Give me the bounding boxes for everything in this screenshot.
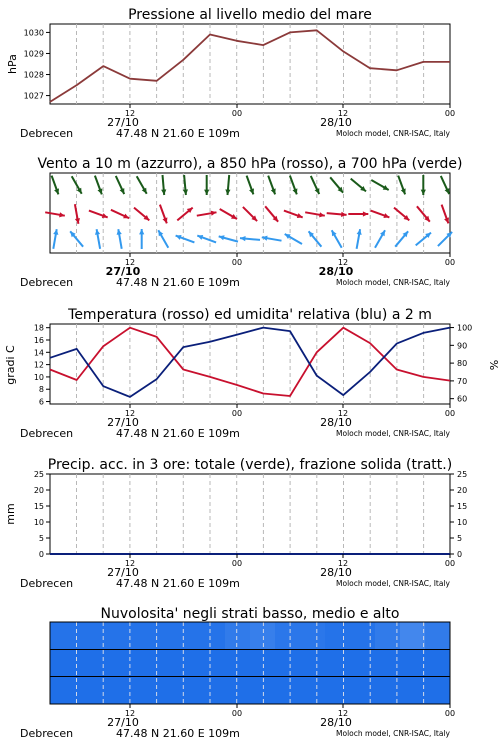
- y-tick-label: 1028: [23, 70, 44, 80]
- hour-tick-label: 12: [337, 258, 349, 267]
- y-tick-label: 20: [33, 486, 44, 495]
- cloud-cell: [50, 650, 76, 677]
- wind-850hpa-arrow: [442, 205, 449, 224]
- cloud-cell: [325, 622, 351, 650]
- wind-10m-arrow: [176, 235, 195, 242]
- hour-tick-label: 00: [444, 409, 456, 418]
- y-tick-label: 14: [33, 348, 44, 358]
- y-tick-label: 90: [457, 341, 468, 351]
- wind-10m-arrow: [262, 236, 282, 241]
- wind-10m-arrow: [158, 230, 168, 247]
- y-tick-label: 15: [33, 502, 44, 511]
- wind-850hpa-arrow: [160, 205, 168, 224]
- hour-tick-label: 12: [124, 559, 136, 568]
- cloud-cell: [425, 677, 451, 705]
- wind-850hpa-arrow: [348, 211, 368, 216]
- wind-700hpa-arrow: [290, 176, 298, 195]
- cloud-cell: [350, 650, 376, 677]
- y-tick-label: 8: [38, 385, 44, 395]
- wind-10m-arrow: [375, 230, 385, 247]
- y-tick-label: 0: [38, 550, 44, 559]
- cloud-cell: [150, 650, 176, 677]
- cloud-cell: [150, 677, 176, 705]
- cloud-cell: [250, 677, 276, 705]
- wind-700hpa-arrow: [161, 175, 166, 195]
- cloud-cell: [100, 677, 126, 705]
- wind-700hpa-arrow: [52, 176, 59, 195]
- wind-arrows: [45, 175, 452, 249]
- model-credit: Moloch model, CNR-ISAC, Italy: [336, 729, 450, 738]
- cloud-title: Nuvolosita' negli strati basso, medio e alto: [100, 606, 400, 622]
- wind-850hpa-arrow: [284, 211, 303, 218]
- temperature-yticks: [34, 324, 50, 407]
- wind-10m-arrow: [285, 234, 302, 244]
- wind-700hpa-arrow: [421, 175, 426, 195]
- temperature-time-axis: [20, 404, 455, 440]
- humidity-ylabel: %: [487, 359, 500, 371]
- precip-title: Precip. acc. in 3 ore: totale (verde), frazione solida (tratt.): [47, 457, 453, 473]
- wind-700hpa-arrow: [351, 179, 366, 192]
- hour-tick-label: 12: [124, 258, 136, 267]
- location-name: Debrecen: [20, 276, 74, 289]
- y-tick-label: 25: [457, 470, 468, 479]
- y-tick-label: 5: [38, 534, 44, 543]
- arrow-head: [102, 213, 108, 218]
- model-credit: Moloch model, CNR-ISAC, Italy: [336, 129, 450, 138]
- cloud-cell: [350, 622, 376, 650]
- location-name: Debrecen: [20, 127, 74, 140]
- y-tick-label: 18: [33, 323, 44, 333]
- hour-tick-label: 12: [337, 409, 349, 418]
- precip-ylabel: mm: [4, 503, 17, 525]
- y-tick-label: 1030: [23, 28, 44, 38]
- humidity-yticks: [450, 324, 472, 404]
- y-tick-label: 6: [38, 397, 44, 407]
- cloud-cell: [400, 622, 426, 650]
- wind-850hpa-arrow: [243, 207, 257, 221]
- precip-yticks-right: [450, 470, 467, 559]
- wind-700hpa-arrow: [398, 176, 406, 195]
- arrow-head: [161, 189, 166, 195]
- precip-time-axis: [20, 554, 455, 590]
- precip-plot-frame: [50, 474, 450, 554]
- wind-700hpa-arrow: [137, 176, 147, 193]
- y-tick-label: 0: [457, 550, 463, 559]
- cloud-cell: [425, 622, 451, 650]
- cloud-cell: [275, 677, 301, 705]
- wind-10m-arrow: [139, 229, 144, 249]
- y-tick-label: 1027: [23, 91, 44, 101]
- wind-10m-arrow: [309, 231, 322, 246]
- cloud-cell: [75, 650, 101, 677]
- pressure-yticks: [24, 28, 50, 100]
- wind-700hpa-arrow: [72, 176, 82, 193]
- location-coords: 47.48 N 21.60 E 109m: [116, 727, 240, 740]
- cloud-cell: [150, 622, 176, 650]
- y-tick-label: 70: [457, 376, 468, 386]
- hour-tick-label: 00: [444, 559, 456, 568]
- arrow-head: [421, 190, 426, 195]
- wind-700hpa-arrow: [204, 175, 209, 195]
- cloud-cell: [400, 650, 426, 677]
- wind-700hpa-arrow: [183, 175, 188, 195]
- date-label: 27/10: [107, 116, 139, 129]
- wind-10m-arrow: [357, 229, 362, 249]
- temperature-grid: [77, 324, 424, 404]
- cloud-cell: [250, 650, 276, 677]
- hour-tick-label: 00: [444, 709, 456, 718]
- date-label: 28/10: [320, 416, 352, 429]
- cloud-cell: [50, 622, 76, 650]
- pressure-panel: [6, 7, 455, 140]
- wind-10m-arrow: [240, 236, 260, 241]
- pressure-grid: [77, 24, 424, 104]
- location-coords: 47.48 N 21.60 E 109m: [116, 577, 240, 590]
- wind-700hpa-arrow: [225, 175, 230, 195]
- wind-10m-arrow: [219, 235, 238, 241]
- hour-tick-label: 12: [124, 109, 136, 118]
- wind-10m-arrow: [53, 229, 58, 249]
- cloud-cell: [250, 622, 276, 650]
- pressure-time-axis: [20, 104, 455, 140]
- temperature-panel: [4, 307, 500, 440]
- cloud-cell: [175, 650, 201, 677]
- cloud-cell: [225, 677, 251, 705]
- cloud-cell: [50, 677, 76, 705]
- cloud-cell: [125, 622, 151, 650]
- cloud-cell: [325, 677, 351, 705]
- y-tick-label: 20: [457, 486, 468, 495]
- hour-tick-label: 00: [231, 409, 243, 418]
- wind-850hpa-arrow: [220, 209, 237, 219]
- y-tick-label: 60: [457, 394, 468, 404]
- model-credit: Moloch model, CNR-ISAC, Italy: [336, 429, 450, 438]
- cloud-cell: [200, 622, 226, 650]
- date-label: 28/10: [318, 265, 354, 278]
- y-tick-label: 100: [457, 323, 473, 333]
- wind-10m-arrow: [197, 235, 216, 242]
- pressure-line: [50, 30, 450, 102]
- cloud-cell: [225, 650, 251, 677]
- precip-grid: [77, 474, 424, 554]
- precip-yticks-left: [34, 470, 50, 559]
- y-tick-label: 25: [33, 470, 44, 479]
- arrow-head: [363, 211, 368, 216]
- wind-850hpa-arrow: [134, 208, 149, 221]
- cloud-cell: [75, 622, 101, 650]
- y-tick-label: 5: [457, 534, 463, 543]
- y-tick-label: 10: [33, 518, 44, 527]
- wind-700hpa-arrow: [247, 176, 254, 195]
- cloud-cell: [75, 677, 101, 705]
- cloud-cell: [350, 677, 376, 705]
- hour-tick-label: 12: [337, 709, 349, 718]
- location-name: Debrecen: [20, 427, 74, 440]
- date-label: 28/10: [320, 116, 352, 129]
- arrow-head: [197, 235, 203, 240]
- wind-850hpa-arrow: [75, 204, 80, 224]
- wind-700hpa-arrow: [441, 176, 450, 194]
- wind-700hpa-arrow: [330, 177, 343, 192]
- pressure-plot-frame: [50, 24, 450, 104]
- cloud-cell: [200, 677, 226, 705]
- cloud-cell: [275, 650, 301, 677]
- wind-700hpa-arrow: [268, 176, 276, 195]
- wind-time-axis: [20, 253, 455, 289]
- model-credit: Moloch model, CNR-ISAC, Italy: [336, 579, 450, 588]
- pressure-ylabel: hPa: [6, 54, 19, 74]
- wind-700hpa-arrow: [95, 176, 103, 195]
- y-tick-label: 10: [457, 518, 468, 527]
- wind-700hpa-arrow: [116, 176, 125, 194]
- wind-panel: [20, 156, 463, 289]
- cloud-cell: [425, 650, 451, 677]
- location-name: Debrecen: [20, 727, 74, 740]
- wind-850hpa-arrow: [394, 208, 409, 221]
- cloud-cell: [175, 677, 201, 705]
- temperature-ylabel: gradi C: [4, 345, 17, 385]
- wind-850hpa-arrow: [177, 208, 192, 221]
- arrow-head: [297, 213, 303, 218]
- cloud-cells: [50, 622, 451, 704]
- y-tick-label: 12: [33, 360, 44, 370]
- arrow-head: [225, 189, 230, 195]
- wind-850hpa-arrow: [197, 211, 217, 216]
- temperature-humidity-series: [50, 328, 450, 397]
- temperature-line: [50, 328, 450, 396]
- hour-tick-label: 00: [231, 258, 243, 267]
- cloud-cell: [125, 650, 151, 677]
- wind-850hpa-arrow: [111, 210, 129, 219]
- date-label: 27/10: [107, 416, 139, 429]
- cloud-cell: [100, 622, 126, 650]
- hour-tick-label: 00: [444, 258, 456, 267]
- hour-tick-label: 12: [337, 559, 349, 568]
- wind-850hpa-arrow: [265, 206, 278, 221]
- pressure-series: [50, 30, 450, 102]
- wind-850hpa-arrow: [45, 212, 65, 217]
- location-coords: 47.48 N 21.60 E 109m: [116, 276, 240, 289]
- y-tick-label: 10: [33, 372, 44, 382]
- cloud-cell: [275, 622, 301, 650]
- date-label: 27/10: [107, 566, 139, 579]
- arrow-head: [139, 229, 144, 234]
- y-tick-label: 16: [33, 336, 44, 345]
- wind-10m-arrow: [95, 229, 100, 249]
- hour-tick-label: 12: [124, 409, 136, 418]
- cloud-cell: [175, 622, 201, 650]
- wind-850hpa-arrow: [305, 212, 325, 217]
- temperature-title: Temperatura (rosso) ed umidita' relativa (blu) a 2 m: [68, 307, 432, 323]
- arrow-head: [240, 236, 246, 241]
- date-label: 28/10: [320, 716, 352, 729]
- hour-tick-label: 00: [231, 559, 243, 568]
- pressure-title: Pressione al livello medio del mare: [128, 7, 372, 23]
- arrow-head: [204, 190, 209, 195]
- cloud-cell: [200, 650, 226, 677]
- precip-panel: [4, 457, 467, 590]
- location-name: Debrecen: [20, 577, 74, 590]
- wind-10m-arrow: [332, 230, 342, 247]
- wind-700hpa-arrow: [311, 176, 320, 194]
- y-tick-label: 80: [457, 359, 468, 369]
- cloud-cell: [100, 650, 126, 677]
- location-coords: 47.48 N 21.60 E 109m: [116, 127, 240, 140]
- cloud-cell: [400, 677, 426, 705]
- location-coords: 47.48 N 21.60 E 109m: [116, 427, 240, 440]
- date-label: 27/10: [107, 716, 139, 729]
- cloud-cell: [300, 650, 326, 677]
- hour-tick-label: 12: [337, 109, 349, 118]
- wind-850hpa-arrow: [89, 211, 108, 218]
- wind-10m-arrow: [117, 229, 122, 249]
- y-tick-label: 1029: [23, 49, 44, 59]
- hour-tick-label: 00: [231, 709, 243, 718]
- cloud-cell: [225, 622, 251, 650]
- date-label: 27/10: [105, 265, 141, 278]
- cloud-cell: [325, 650, 351, 677]
- wind-850hpa-arrow: [371, 211, 390, 218]
- hour-tick-label: 00: [444, 109, 456, 118]
- hour-tick-label: 12: [124, 709, 136, 718]
- wind-title: Vento a 10 m (azzurro), a 850 hPa (rosso), a 700 hPa (verde): [37, 156, 463, 172]
- date-label: 28/10: [320, 566, 352, 579]
- model-credit: Moloch model, CNR-ISAC, Italy: [336, 278, 450, 287]
- wind-700hpa-arrow: [371, 180, 388, 190]
- y-tick-label: 15: [457, 502, 468, 511]
- hour-tick-label: 00: [231, 109, 243, 118]
- cloud-cell: [300, 622, 326, 650]
- cloud-panel: [20, 606, 455, 740]
- cloud-cell: [125, 677, 151, 705]
- cloud-cell: [300, 677, 326, 705]
- cloud-time-axis: [20, 704, 455, 740]
